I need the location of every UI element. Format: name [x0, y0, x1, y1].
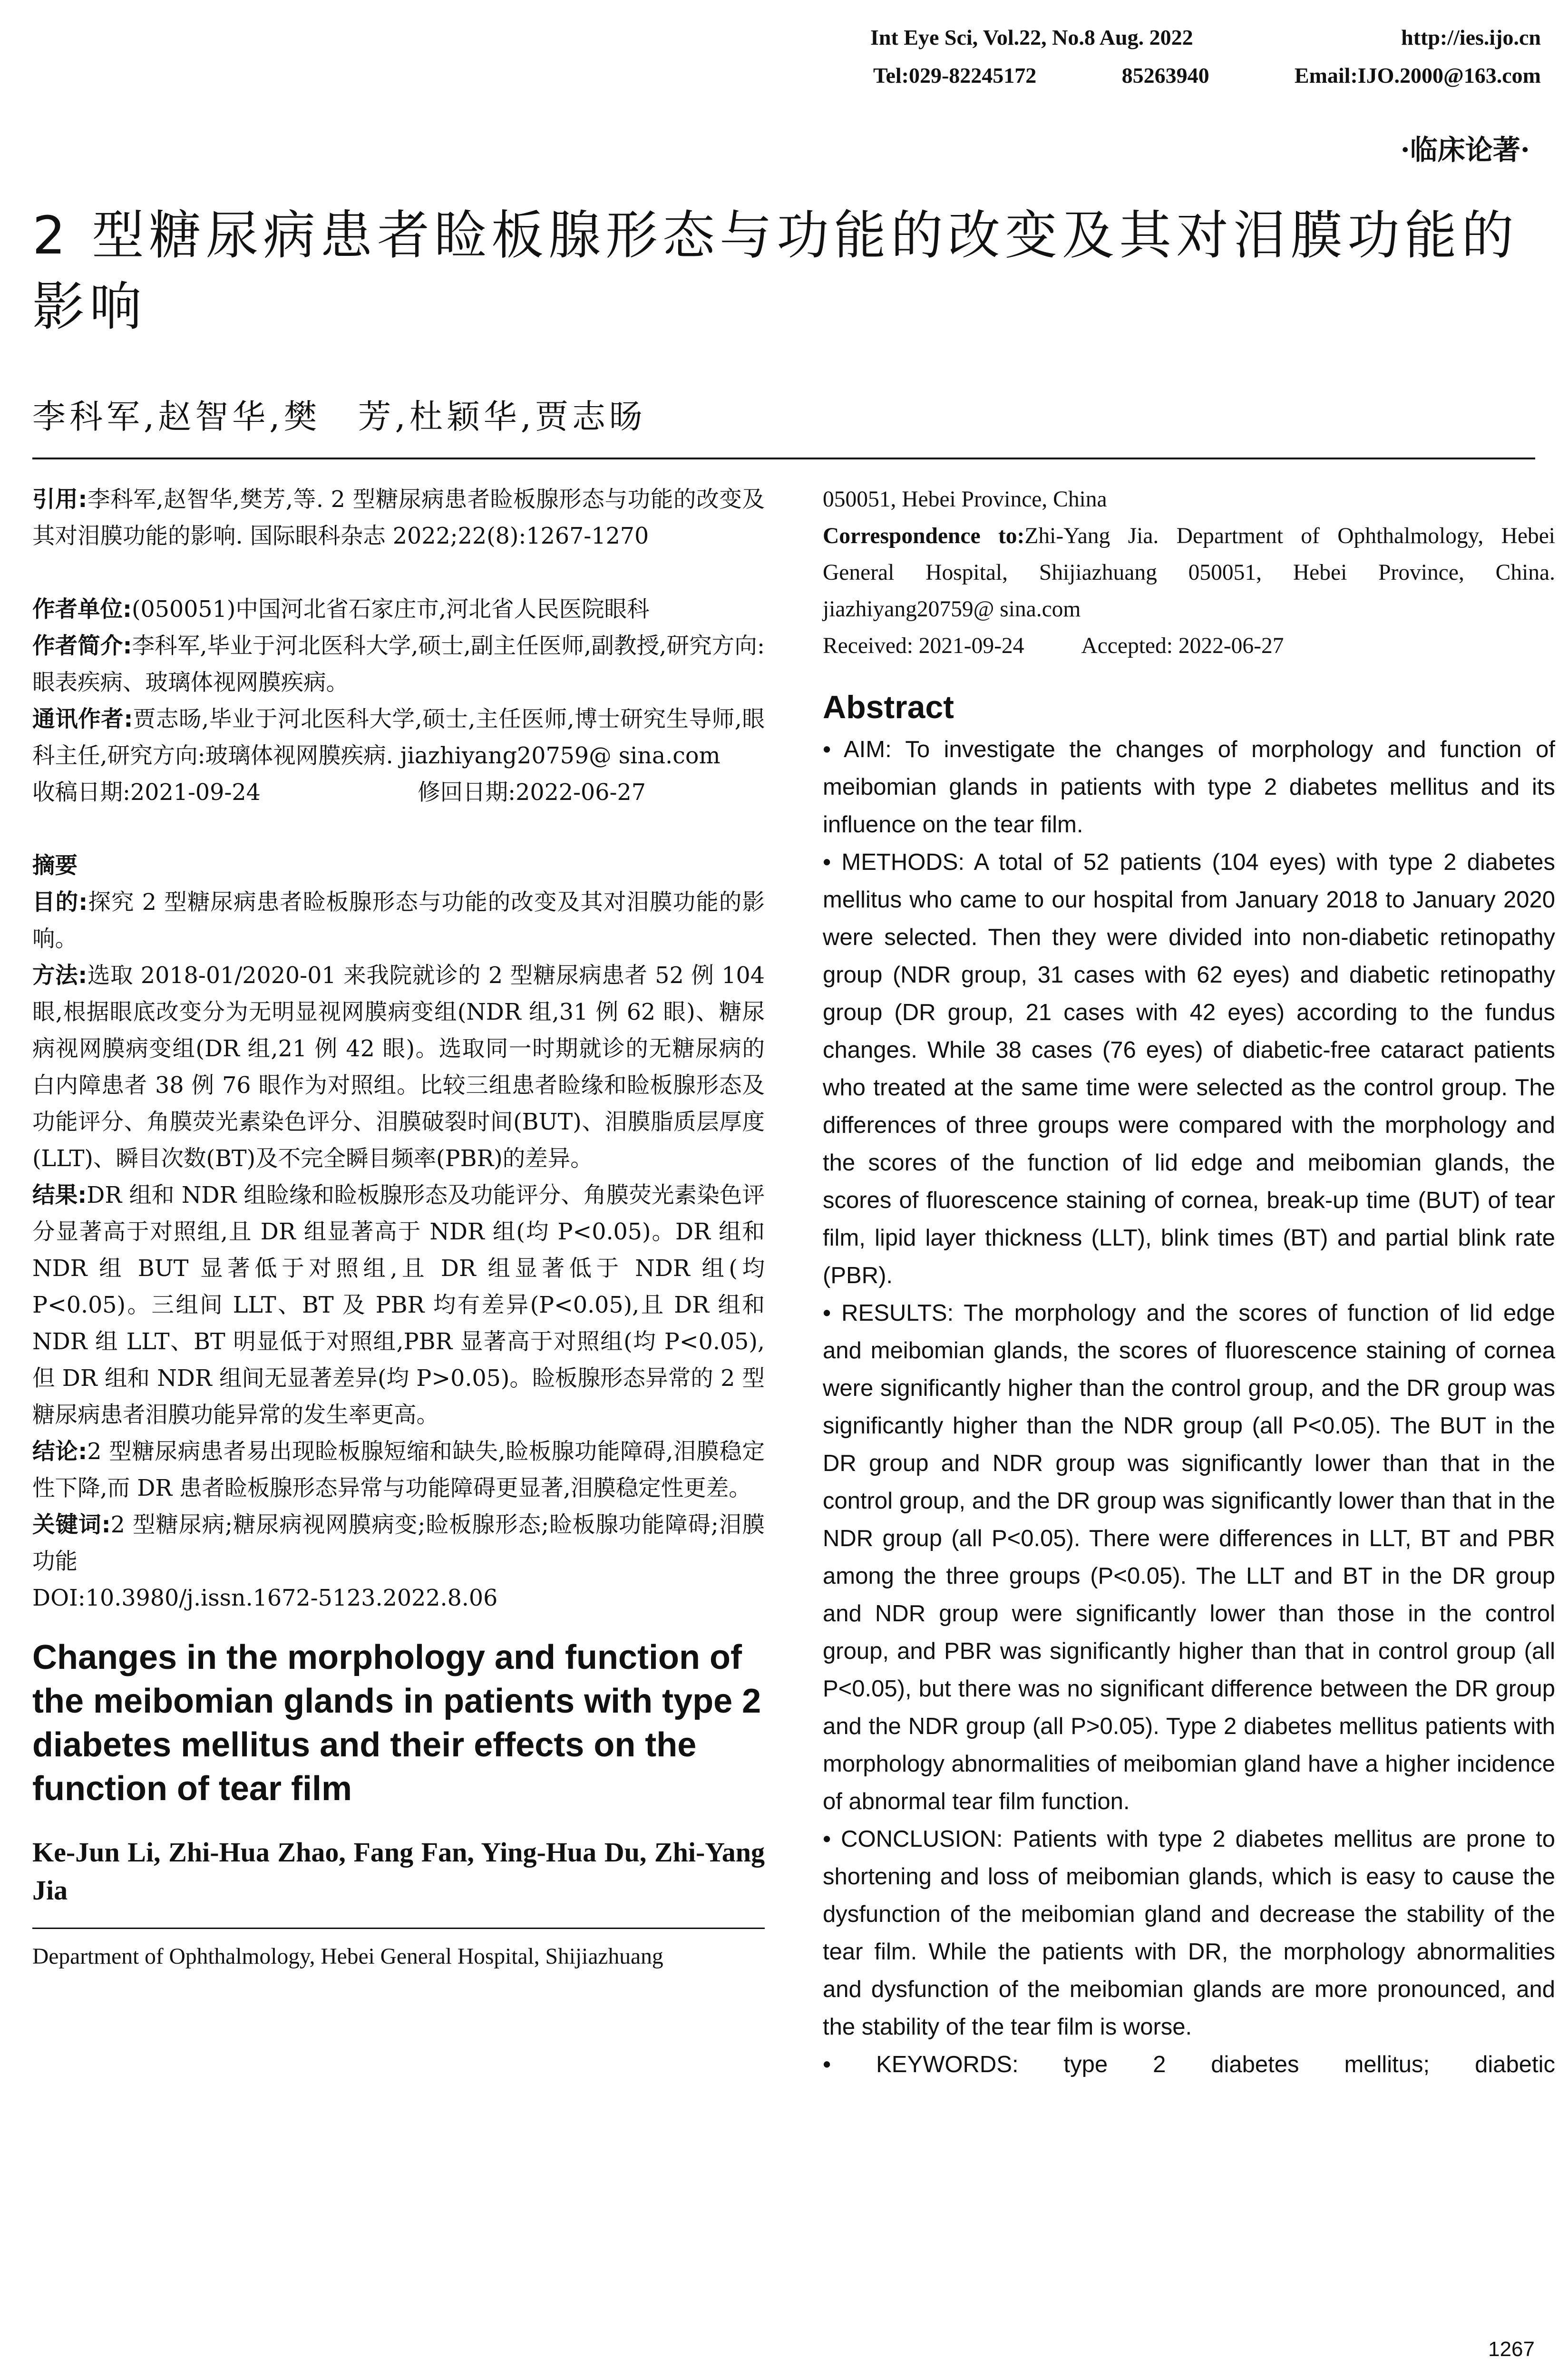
right-column	[823, 481, 1555, 2084]
abstract-aim-cn: 目的:探究 2 型糖尿病患者睑板腺形态与功能的改变及其对泪膜功能的影响。	[32, 889, 765, 952]
abstract-methods-cn: 方法:选取 2018-01/2020-01 来我院就诊的 2 型糖尿病患者 52 例 104 眼,根据眼底改变分为无明显视网膜病变组(NDR 组,31 例 62 眼)、糖尿病视网膜病变组(DR 组,21 例 42 眼)。选取同一时期就诊的无糖尿病的白内障患者 38 例 76 眼作为对照组。比较三组患者睑缘和睑板腺形态及功能评分、角膜荧光素染色评分、泪膜破裂时间(BUT)、泪膜脂质层厚度(LLT)、瞬目次数(BT)及不完全瞬目频率(PBR)的差异。	[32, 963, 765, 1172]
journal-tel: Tel:029-82245172	[873, 63, 1037, 88]
header-divider	[32, 458, 1535, 459]
revised-date-cn: 修回日期:2022-06-27	[418, 779, 646, 806]
abstract-heading-cn: 摘要	[32, 853, 78, 879]
abstract-results-en: • RESULTS: The morphology and the scores of function of lid edge and meibomian glands, the scores of fluorescence staining of cornea were significantly higher than the control group, and the DR group was significantly higher than the NDR group (all P<0.05). The BUT in the DR group and NDR group was significantly lower than that in the control group, and the DR group was significantly lower than that in the NDR group (all P<0.05). There were differences in LLT, BT and PBR among the three groups (P<0.05). The LLT and BT in the DR group and NDR group were significantly lower than those in the control group, and PBR was significantly higher than that in control group (all P<0.05), but there was no significant difference between the DR group and the NDR group (all P>0.05). Type 2 diabetes mellitus patients with morphology abnormalities of meibomian gland have a higher incidence of abnormal tear film function.	[823, 1300, 1555, 1814]
journal-tel2: 85263940	[1121, 63, 1209, 88]
article-title-en: Changes in the morphology and function of the meibomian glands in patients with type 2 diabetes mellitus and their effects on the function of tear film	[32, 1638, 761, 1808]
journal-url[interactable]: http://ies.ijo.cn	[1401, 25, 1541, 49]
keywords-cn: 关键词:2 型糖尿病;糖尿病视网膜病变;睑板腺形态;睑板腺功能障碍;泪膜功能	[32, 1512, 765, 1575]
article-title-cn: 2 型糖尿病患者睑板腺形态与功能的改变及其对泪膜功能的影响	[32, 205, 1519, 337]
dates-cn	[32, 774, 646, 811]
abstract-heading-en: Abstract	[823, 689, 954, 725]
affiliation-divider	[32, 1928, 765, 1929]
corresponding-author: 通讯作者:贾志旸,毕业于河北医科大学,硕士,主任医师,博士研究生导师,眼科主任,研究方向:玻璃体视网膜疾病. jiazhiyang20759@ sina.com	[32, 706, 765, 769]
author-bio: 作者简介:李科军,毕业于河北医科大学,硕士,副主任医师,副教授,研究方向:眼表疾病、玻璃体视网膜疾病。	[32, 633, 765, 696]
left-column	[32, 481, 765, 1975]
author-unit: 作者单位:(050051)中国河北省石家庄市,河北省人民医院眼科	[32, 596, 650, 623]
correspondence-en: Correspondence to:Zhi-Yang Jia. Department of Ophthalmology, Hebei General Hospital, Shijiazhuang 050051, Hebei Province, China. jiazhiyang20759@ sina.com	[823, 524, 1555, 622]
abstract-aim-en: • AIM: To investigate the changes of morphology and function of meibomian glands in patients with type 2 diabetes mellitus and its influence on the tear film.	[823, 737, 1555, 838]
abstract-conclusion-cn: 结论:2 型糖尿病患者易出现睑板腺短缩和缺失,睑板腺功能障碍,泪膜稳定性下降,而 DR 患者睑板腺形态异常与功能障碍更显著,泪膜稳定性更差。	[32, 1439, 765, 1501]
authors-cn: 李科军,赵智华,樊 芳,杜颖华,贾志旸	[32, 397, 647, 436]
journal-name: Int Eye Sci, Vol.22, No.8 Aug. 2022	[870, 25, 1193, 49]
affiliation-en: Department of Ophthalmology, Hebei General Hospital, Shijiazhuang	[32, 1944, 663, 1969]
journal-email[interactable]: Email:IJO.2000@163.com	[1294, 63, 1541, 88]
affiliation-en-cont: 050051, Hebei Province, China	[823, 487, 1107, 512]
received-date-cn: 收稿日期:2021-09-24	[32, 779, 261, 806]
doi[interactable]: DOI:10.3980/j.issn.1672-5123.2022.8.06	[32, 1585, 498, 1611]
abstract-results-cn: 结果:DR 组和 NDR 组睑缘和睑板腺形态及功能评分、角膜荧光素染色评分显著高于对照组,且 DR 组显著高于 NDR 组(均 P<0.05)。DR 组和 NDR 组 BUT 显著低于对照组,且 DR 组显著低于 NDR 组(均 P<0.05)。三组间 LLT、BT 及 PBR 均有差异(P<0.05),且 DR 组和 NDR 组 LLT、BT 明显低于对照组,PBR 显著高于对照组(均 P<0.05),但 DR 组和 NDR 组间无显著差异(均 P>0.05)。睑板腺形态异常的 2 型糖尿病患者泪膜功能异常的发生率更高。	[32, 1182, 765, 1428]
dates-en	[823, 628, 1555, 664]
received-date-en: Received: 2021-09-24	[823, 633, 1024, 658]
citation: 引用:李科军,赵智华,樊芳,等. 2 型糖尿病患者睑板腺形态与功能的改变及其对泪膜功能的影响. 国际眼科杂志 2022;22(8):1267-1270	[32, 487, 765, 549]
page-number: 1267	[1488, 2338, 1535, 2361]
accepted-date-en: Accepted: 2022-06-27	[1081, 633, 1284, 658]
keywords-en: • KEYWORDS: type 2 diabetes mellitus; diabetic	[823, 2052, 1555, 2077]
journal-header-line1	[870, 25, 1541, 50]
abstract-methods-en: • METHODS: A total of 52 patients (104 eyes) with type 2 diabetes mellitus who came to our hospital from January 2018 to January 2020 were selected. Then they were divided into non-diabetic retinopathy group (NDR group, 31 cases with 62 eyes) and diabetic retinopathy group (DR group, 21 cases with 42 eyes) according to the fundus changes. While 38 cases (76 eyes) of diabetic-free cataract patients who treated at the same time were selected as the control group. The differences of three groups were compared with the morphology and the scores of the function of lid edge and meibomian glands, the scores of fluorescence staining of cornea, break-up time (BUT) of tear film, lipid layer thickness (LLT), blink times (BT) and partial blink rate (PBR).	[823, 849, 1555, 1288]
abstract-conclusion-en: • CONCLUSION: Patients with type 2 diabetes mellitus are prone to shortening and loss of meibomian glands, which is easy to cause the dysfunction of the meibomian gland and decrease the stability of the tear film. While the patients with DR, the morphology abnormalities and dysfunction of the meibomian glands are more pronounced, and the stability of the tear film is worse.	[823, 1826, 1555, 2040]
journal-header-line2	[873, 63, 1541, 88]
section-tag: ·临床论著·	[1400, 134, 1530, 166]
authors-en: Ke-Jun Li, Zhi-Hua Zhao, Fang Fan, Ying-Hua Du, Zhi-Yang Jia	[32, 1837, 765, 1906]
